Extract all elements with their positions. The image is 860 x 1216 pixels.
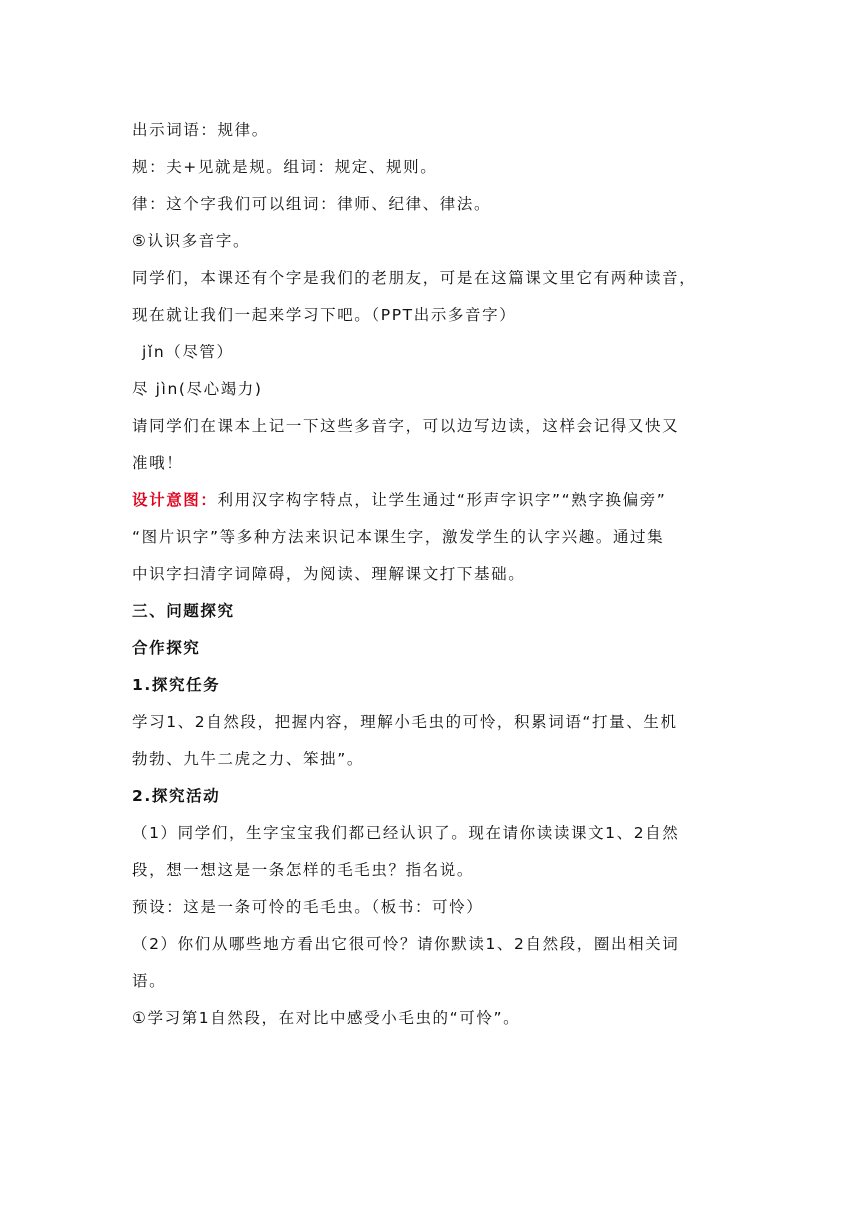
section-heading: 三、问题探究 (132, 602, 235, 620)
sub-heading: 2.探究活动 (132, 787, 221, 805)
text-line: 出示词语：规律。 (132, 121, 269, 139)
document-body (132, 112, 732, 1037)
text-line: “图片识字”等多种方法来识记本课生字，激发学生的认字兴趣。通过集 (132, 528, 665, 546)
pinyin-line: jǐn（尽管） (142, 343, 234, 361)
text-line: 学习1、2自然段，把握内容，理解小毛虫的可怜，积累词语“打量、生机 (132, 713, 678, 731)
pinyin-line: 尽 jìn(尽心竭力) (132, 380, 263, 398)
text-line: 请同学们在课本上记一下这些多音字，可以边写边读，这样会记得又快又 (132, 417, 680, 435)
text-line: 段，想一想这是一条怎样的毛毛虫？指名说。 (132, 861, 475, 879)
text-line: 同学们，本课还有个字是我们的老朋友，可是在这篇课文里它有两种读音， (132, 269, 697, 287)
design-intent-line (132, 482, 732, 519)
text-line: 准哦！ (132, 454, 184, 472)
design-intent-label: 设计意图： (132, 491, 218, 509)
text-line: （2）你们从哪些地方看出它很可怜？请你默读1、2自然段，圈出相关词 (132, 935, 680, 953)
sub-heading: 1.探究任务 (132, 676, 221, 694)
text-line: ⑤认识多音字。 (132, 232, 251, 250)
text-line: 规：夫+见就是规。组词：规定、规则。 (132, 158, 438, 176)
text-line: ①学习第1自然段，在对比中感受小毛虫的“可怜”。 (132, 1009, 521, 1027)
sub-heading: 合作探究 (132, 639, 201, 657)
text-line: 预设：这是一条可怜的毛毛虫。（板书：可怜） (132, 898, 484, 916)
text-line: 勃勃、九牛二虎之力、笨拙”。 (132, 750, 364, 768)
design-intent-text: 利用汉字构字特点，让学生通过“形声字识字”“熟字换偏旁” (217, 491, 667, 509)
text-line: （1）同学们，生字宝宝我们都已经认识了。现在请你读读课文1、2自然 (132, 824, 680, 842)
text-line: 现在就让我们一起来学习下吧。（PPT出示多音字） (132, 306, 517, 324)
text-line: 语。 (132, 972, 167, 990)
text-line: 中识字扫清字词障碍，为阅读、理解课文打下基础。 (132, 565, 526, 583)
text-line: 律：这个字我们可以组词：律师、纪律、律法。 (132, 195, 492, 213)
